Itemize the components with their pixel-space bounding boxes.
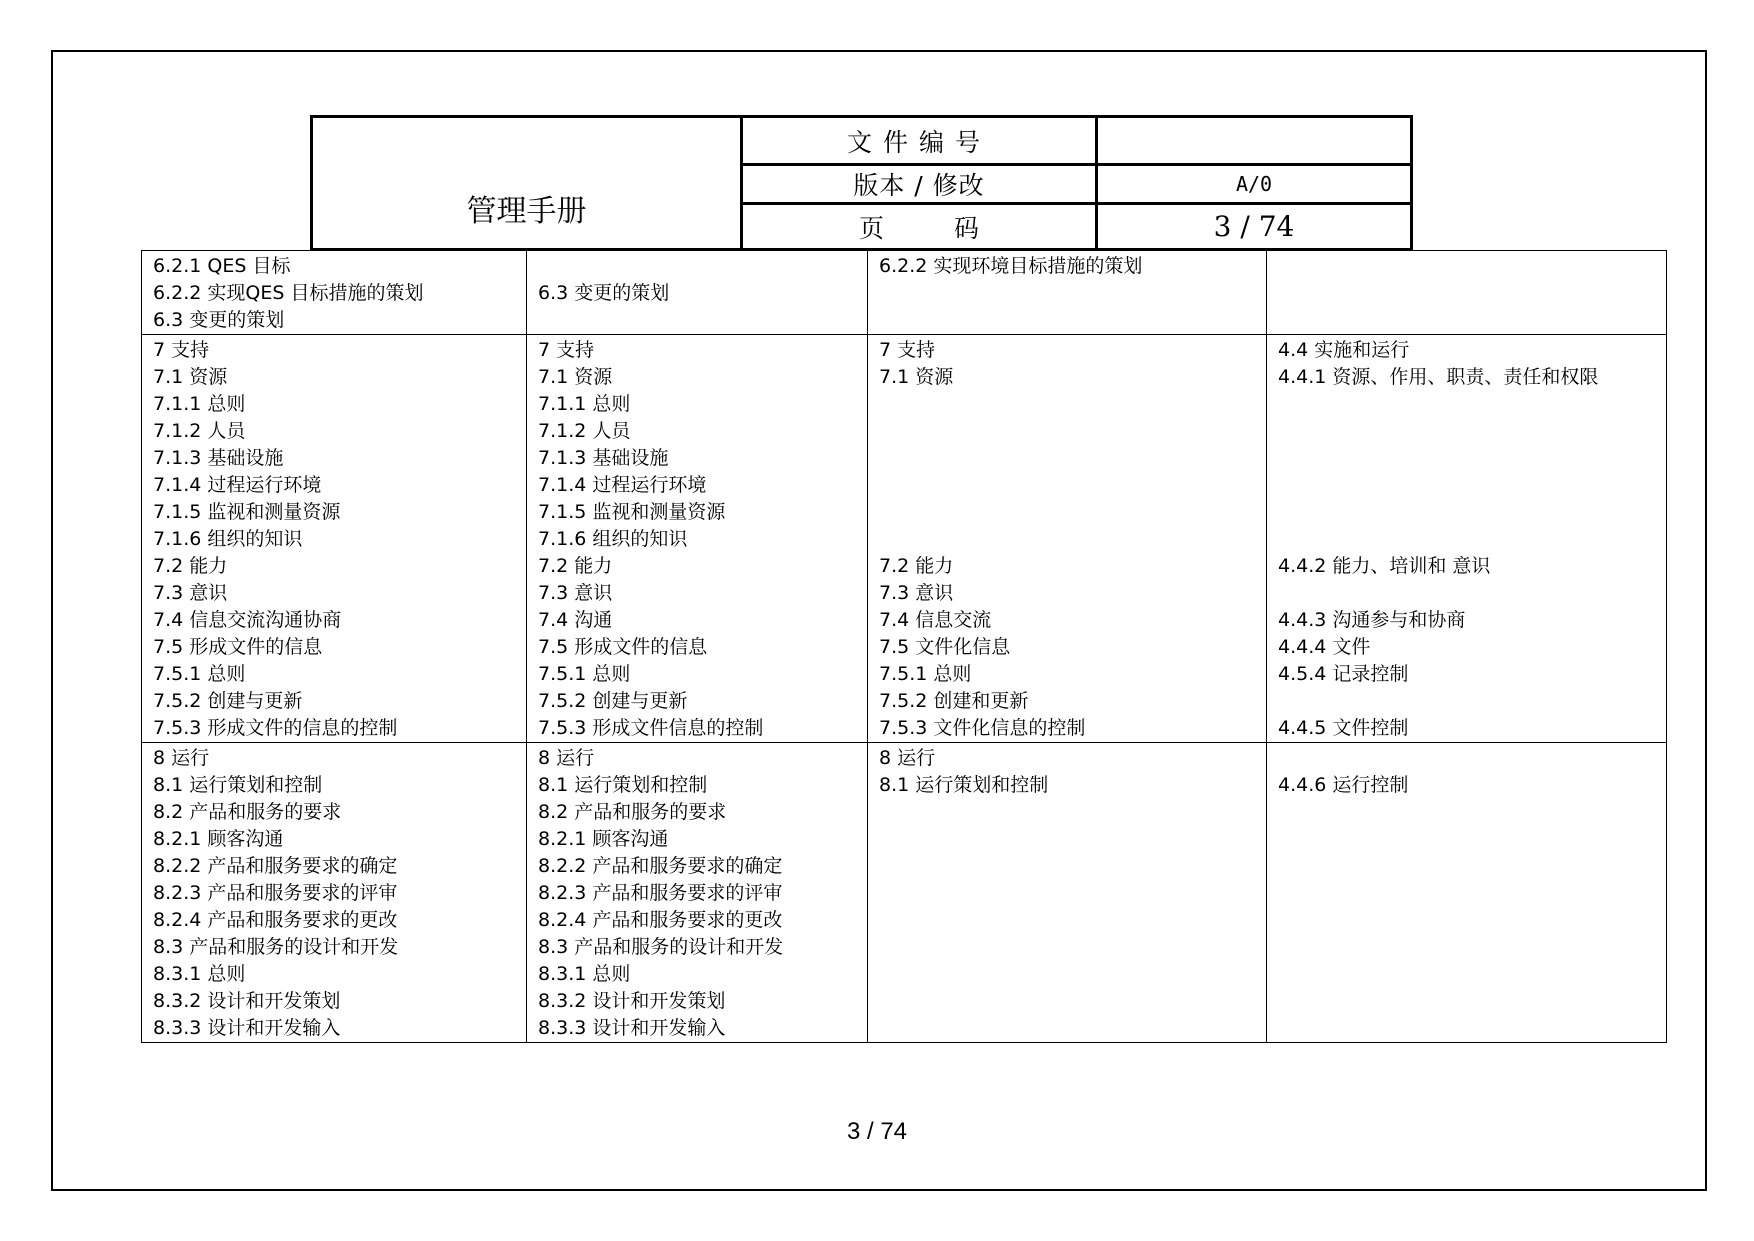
clause-line: 8.2.2 产品和服务要求的确定: [538, 855, 783, 877]
clause-line: 7.5 形成文件的信息: [538, 636, 708, 658]
clause-line: 8.2.4 产品和服务要求的更改: [153, 909, 398, 931]
clause-line: 7.1 资源: [538, 366, 613, 388]
clause-line: 7.1.4 过程运行环境: [538, 474, 707, 496]
clause-line: 6.2.2 实现环境目标措施的策划: [879, 255, 1143, 277]
clause-line: [1278, 391, 1666, 418]
clause-line: 8.3.1 总则: [153, 963, 246, 985]
clause-line: [1278, 472, 1666, 499]
clause-line: [1278, 688, 1666, 715]
clause-line: 7.4 沟通: [538, 609, 613, 631]
page-footer: 3 / 74: [846, 1118, 908, 1145]
table-cell: [527, 251, 868, 335]
clause-line: 7.4 信息交流: [879, 609, 992, 631]
clause-line: 4.4.6 运行控制: [1278, 774, 1409, 796]
clause-line: 4.4.5 文件控制: [1278, 717, 1409, 739]
table-cell: [142, 743, 527, 1043]
table-cell: [142, 251, 527, 335]
table-row: [142, 335, 1667, 743]
clause-line: 7.1.5 监视和测量资源: [153, 501, 341, 523]
clause-line: 6.3 变更的策划: [538, 282, 670, 304]
clause-line: [1278, 499, 1666, 526]
document-header: [310, 115, 1413, 251]
table-cell: [527, 335, 868, 743]
table-cell: [142, 335, 527, 743]
clause-line: 7.3 意识: [538, 582, 613, 604]
table-cell: [1267, 335, 1667, 743]
clause-line: 8.3 产品和服务的设计和开发: [153, 936, 399, 958]
clause-line: 4.5.4 记录控制: [1278, 663, 1409, 685]
clause-line: 7.4 信息交流沟通协商: [153, 609, 342, 631]
clause-line: 7.1.1 总则: [538, 393, 631, 415]
clause-line: 7.1.3 基础设施: [538, 447, 669, 469]
clause-line: [879, 391, 1266, 418]
table-cell: [868, 743, 1267, 1043]
clause-line: [1278, 526, 1666, 553]
clause-line: 7.5.1 总则: [153, 663, 246, 685]
clause-line: 7.1.6 组织的知识: [153, 528, 303, 550]
clause-line: 7.5.1 总则: [538, 663, 631, 685]
clause-line: 7.2 能力: [153, 555, 228, 577]
clause-line: 8.3.3 设计和开发输入: [153, 1017, 341, 1039]
clause-line: 4.4.1 资源、作用、职责、责任和权限: [1278, 366, 1599, 388]
clause-line: [1278, 580, 1666, 607]
clause-line: 7.1 资源: [153, 366, 228, 388]
clause-line: [1278, 418, 1666, 445]
clause-line: 6.2.1 QES 目标: [153, 255, 291, 277]
clause-line: 8.2.3 产品和服务要求的评审: [153, 882, 398, 904]
clause-line: 7.5.2 创建与更新: [538, 690, 688, 712]
clause-line: 7.1.6 组织的知识: [538, 528, 688, 550]
clause-line: 7.1.1 总则: [153, 393, 246, 415]
clause-line: 7.5 文件化信息: [879, 636, 1011, 658]
clause-line: 7.1 资源: [879, 366, 954, 388]
version-value: A/0: [1097, 165, 1412, 204]
clause-line: 4.4.4 文件: [1278, 636, 1371, 658]
clause-line: 7.2 能力: [538, 555, 613, 577]
clause-line: 8.3.2 设计和开发策划: [538, 990, 726, 1012]
clause-line: 4.4.2 能力、培训和 意识: [1278, 555, 1491, 577]
page-value: 3 / 74: [1097, 204, 1412, 250]
clause-line: 4.4.3 沟通参与和协商: [1278, 609, 1466, 631]
clause-line: [879, 499, 1266, 526]
clause-line: 8 运行: [153, 747, 210, 769]
page-label: 页码: [742, 204, 1097, 250]
table-cell: [868, 335, 1267, 743]
clause-line: 7.1.4 过程运行环境: [153, 474, 322, 496]
clause-comparison-table: [141, 250, 1667, 1043]
clause-line: 7.5.2 创建与更新: [153, 690, 303, 712]
clause-line: [879, 526, 1266, 553]
clause-line: 8 运行: [538, 747, 595, 769]
clause-line: 7.2 能力: [879, 555, 954, 577]
clause-line: 7.3 意识: [879, 582, 954, 604]
clause-line: 8.1 运行策划和控制: [879, 774, 1049, 796]
clause-line: [1278, 745, 1666, 772]
clause-line: 7.5.3 形成文件信息的控制: [538, 717, 764, 739]
clause-line: 6.3 变更的策划: [153, 309, 285, 331]
clause-line: 8.2.4 产品和服务要求的更改: [538, 909, 783, 931]
clause-line: 8.2 产品和服务的要求: [153, 801, 342, 823]
clause-line: 7.5.2 创建和更新: [879, 690, 1029, 712]
clause-line: 7.1.5 监视和测量资源: [538, 501, 726, 523]
doc-number-label: 文件编号: [742, 117, 1097, 165]
table-row: [142, 743, 1667, 1043]
manual-title: 管理手册: [312, 117, 742, 250]
clause-line: 8.2 产品和服务的要求: [538, 801, 727, 823]
clause-line: [879, 418, 1266, 445]
clause-line: 8.1 运行策划和控制: [153, 774, 323, 796]
clause-line: 8.2.1 顾客沟通: [538, 828, 669, 850]
clause-line: 7.5.3 文件化信息的控制: [879, 717, 1086, 739]
clause-line: 7 支持: [879, 339, 936, 361]
clause-line: 7.1.2 人员: [153, 420, 246, 442]
clause-line: 7.3 意识: [153, 582, 228, 604]
doc-number-value: [1097, 117, 1412, 165]
table-cell: [1267, 251, 1667, 335]
clause-line: 4.4 实施和运行: [1278, 339, 1410, 361]
table-cell: [868, 251, 1267, 335]
clause-line: 8.2.3 产品和服务要求的评审: [538, 882, 783, 904]
clause-line: 7.5.1 总则: [879, 663, 972, 685]
clause-line: 8 运行: [879, 747, 936, 769]
clause-line: 7 支持: [538, 339, 595, 361]
clause-line: [879, 472, 1266, 499]
clause-line: 8.1 运行策划和控制: [538, 774, 708, 796]
table-row: [142, 251, 1667, 335]
clause-line: 7.1.2 人员: [538, 420, 631, 442]
clause-line: 8.3.2 设计和开发策划: [153, 990, 341, 1012]
clause-line: 8.2.2 产品和服务要求的确定: [153, 855, 398, 877]
clause-line: 7.1.3 基础设施: [153, 447, 284, 469]
clause-line: [1278, 445, 1666, 472]
clause-line: [879, 445, 1266, 472]
table-cell: [527, 743, 868, 1043]
clause-line: 8.3 产品和服务的设计和开发: [538, 936, 784, 958]
clause-line: 7.5.3 形成文件的信息的控制: [153, 717, 398, 739]
clause-line: 8.2.1 顾客沟通: [153, 828, 284, 850]
clause-line: 7 支持: [153, 339, 210, 361]
table-cell: [1267, 743, 1667, 1043]
version-label: 版本 / 修改: [742, 165, 1097, 204]
clause-line: 6.2.2 实现QES 目标措施的策划: [153, 282, 424, 304]
clause-line: 8.3.3 设计和开发输入: [538, 1017, 726, 1039]
clause-line: 7.5 形成文件的信息: [153, 636, 323, 658]
clause-line: 8.3.1 总则: [538, 963, 631, 985]
clause-line: [538, 253, 867, 280]
